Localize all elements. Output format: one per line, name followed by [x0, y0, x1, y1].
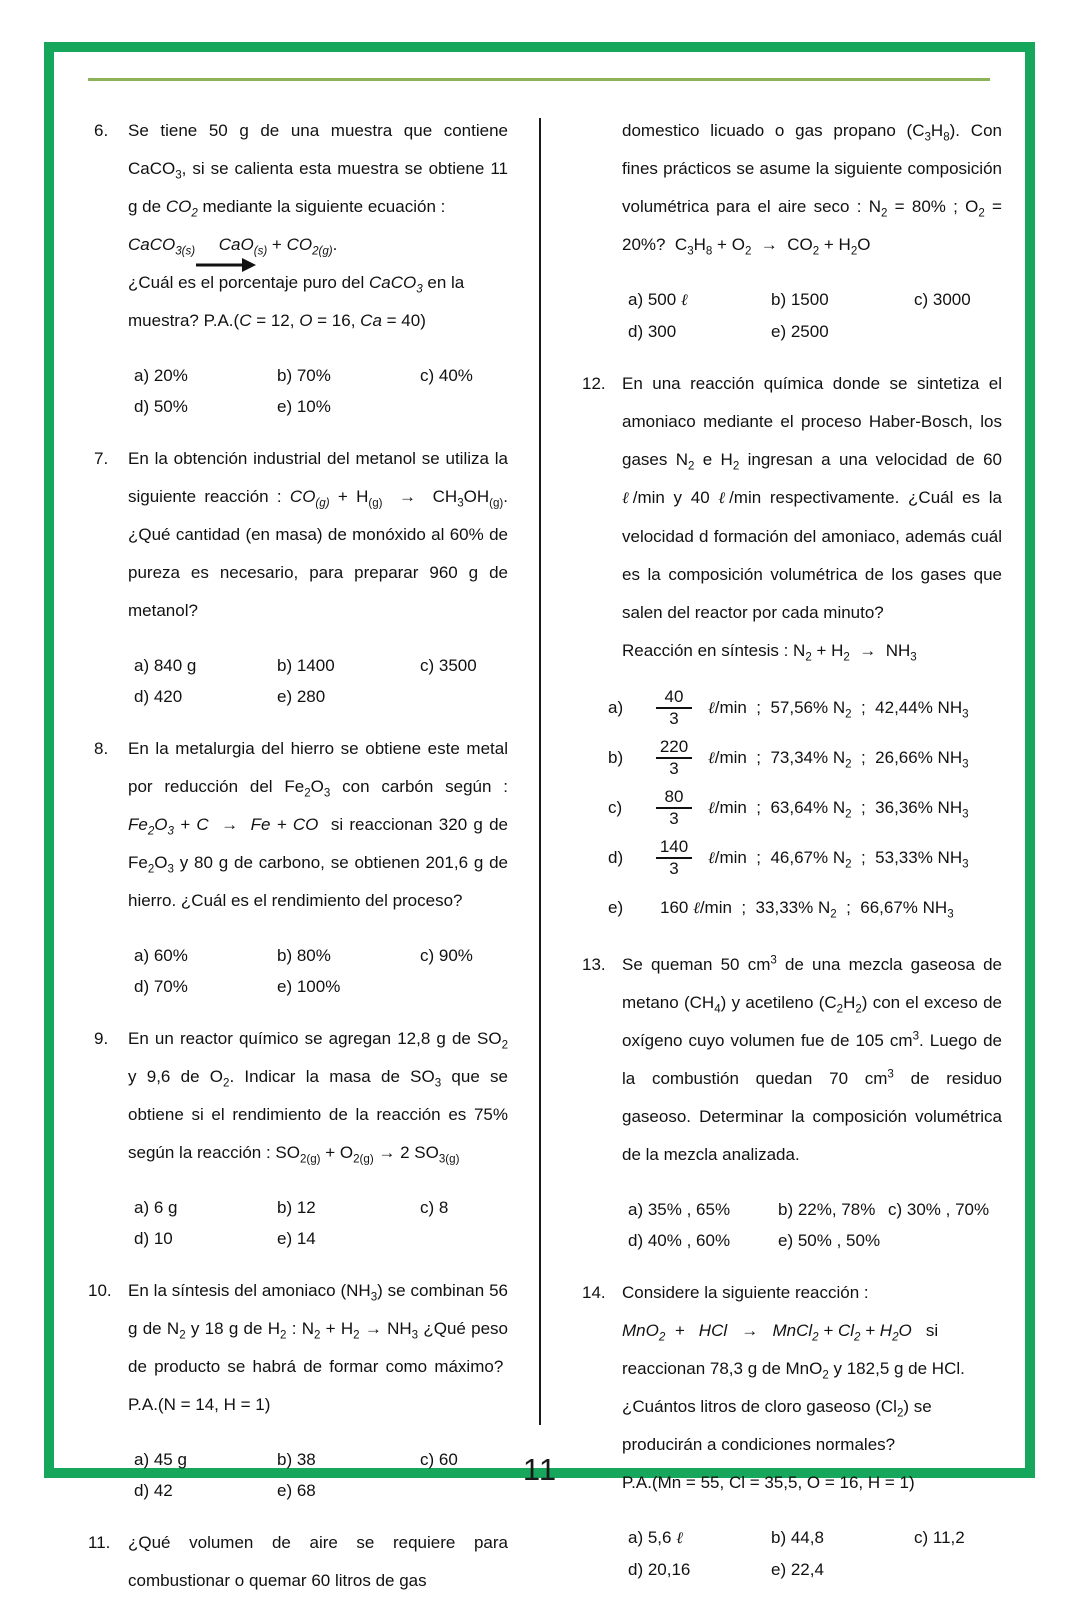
- answer-options: [628, 1194, 1002, 1256]
- question-number: 14.: [582, 1283, 606, 1302]
- option-label: e): [608, 898, 624, 917]
- fraction: [648, 838, 700, 878]
- answer-options-fractions: [608, 686, 1002, 930]
- answer-option[interactable]: b) 70%: [277, 366, 331, 385]
- answer-options: [134, 940, 508, 1002]
- question-block: [88, 440, 508, 712]
- answer-option[interactable]: b) 1500: [771, 290, 829, 309]
- question-text: [128, 730, 508, 920]
- question-row: [88, 112, 508, 340]
- answer-option[interactable]: e) 50% , 50%: [778, 1231, 881, 1250]
- answer-option[interactable]: c) 30% , 70%: [888, 1200, 990, 1219]
- answer-option[interactable]: a) 6 g: [134, 1198, 178, 1217]
- answer-option[interactable]: e) 2500: [771, 322, 829, 341]
- answer-option[interactable]: e) 100%: [277, 977, 341, 996]
- right-column: [582, 112, 1002, 1603]
- header-rule: [88, 78, 990, 81]
- answer-option[interactable]: c) 11,2: [914, 1528, 965, 1547]
- answer-option[interactable]: [608, 786, 1002, 830]
- option-row: [134, 681, 508, 712]
- answer-options: [134, 650, 508, 712]
- fraction-denominator: 3: [669, 759, 679, 778]
- answer-option[interactable]: b) 80%: [277, 946, 331, 965]
- fraction-denominator: 3: [669, 809, 679, 828]
- answer-option[interactable]: [608, 736, 1002, 780]
- fraction: [648, 688, 700, 728]
- question-number: 6.: [94, 121, 109, 140]
- answer-option[interactable]: d) 20,16: [628, 1560, 691, 1579]
- answer-option[interactable]: b) 12: [277, 1198, 316, 1217]
- option-row: [628, 1554, 1002, 1585]
- answer-option[interactable]: d) 70%: [134, 977, 188, 996]
- answer-options: [134, 360, 508, 422]
- left-column: [88, 112, 508, 1606]
- answer-option[interactable]: a) 20%: [134, 366, 188, 385]
- answer-option[interactable]: e) 68: [277, 1481, 316, 1500]
- fraction: [648, 788, 700, 828]
- question-text: [622, 112, 1002, 264]
- option-row: [134, 1192, 508, 1223]
- question-row: [582, 365, 1002, 670]
- question-line: ¿Cuál es el porcentaje puro del CaCO$_3$ en la muestra? P.A.(C = 12, O = 16, Ca = 40): [128, 273, 465, 330]
- answer-option[interactable]: c) 40%: [420, 366, 473, 385]
- answer-option[interactable]: a) 60%: [134, 946, 188, 965]
- answer-option[interactable]: a) 35% , 65%: [628, 1200, 731, 1219]
- answer-option[interactable]: d) 40% , 60%: [628, 1231, 731, 1250]
- option-row: [628, 1194, 1002, 1225]
- question-number: 7.: [94, 449, 109, 468]
- option-text: ℓ/min ; 63,64% $N_2$ ; 36,36% $NH_3$: [708, 798, 969, 821]
- option-label: c): [608, 798, 623, 817]
- question-block: [88, 1524, 508, 1600]
- answer-option[interactable]: a) 500 ℓ: [628, 290, 688, 309]
- fraction-numerator: 220: [659, 737, 689, 757]
- question-row: [582, 946, 1002, 1174]
- answer-option[interactable]: b) 38: [277, 1450, 316, 1469]
- answer-option[interactable]: d) 42: [134, 1481, 173, 1500]
- question-line: En una reacción química donde se sintetiza el amoniaco mediante el proceso Haber-Bosch, los gases $N_2$ e $H_2$ ingresan a una velocidad de 60 ℓ/min y 40 ℓ/min respectivamente. ¿Cuál es la velocidad d formación del amoniaco, además cuál es la composición volumétrica de los gases que salen del reactor por cada minuto?: [622, 374, 1002, 622]
- question-number: 9.: [94, 1029, 109, 1048]
- question-block: [88, 112, 508, 422]
- answer-option[interactable]: c) 60: [420, 1450, 458, 1469]
- answer-option[interactable]: a) 5,6 ℓ: [628, 1528, 683, 1547]
- option-row: [628, 1225, 1002, 1256]
- answer-option[interactable]: [608, 836, 1002, 880]
- fraction: [648, 738, 700, 778]
- question-row: [88, 1020, 508, 1172]
- question-line: P.A.(Mn = 55, Cl = 35,5, O = 16, H = 1): [622, 1473, 915, 1492]
- question-text: [622, 365, 1002, 670]
- question-row: [88, 440, 508, 630]
- question-line: Reacción en síntesis : $N_2 + H_2 \to NH_3$: [622, 641, 917, 664]
- question-number: 11.: [88, 1533, 111, 1552]
- question-block: [582, 946, 1002, 1256]
- question-text: [622, 946, 1002, 1174]
- question-number: 12.: [582, 374, 606, 393]
- option-row: [134, 391, 508, 422]
- fraction-numerator: 80: [664, 787, 684, 807]
- question-text: [128, 1524, 508, 1600]
- question-line: Se tiene 50 g de una muestra que contiene CaCO$_3$, si se calienta esta muestra se obtiene 11 g de $CO_2$ mediante la siguiente ecuación :: [128, 121, 508, 220]
- question-row: [88, 1524, 508, 1600]
- column-divider: [539, 118, 541, 1425]
- question-block: [88, 1020, 508, 1254]
- option-label: d): [608, 848, 624, 867]
- question-number: 10.: [88, 1281, 112, 1300]
- question-block: [582, 365, 1002, 930]
- answer-option[interactable]: d) 10: [134, 1229, 173, 1248]
- question-line: En la metalurgia del hierro se obtiene este metal por reducción del $Fe_2O_3$ con carbón según : $Fe_2O_3 + C \to Fe$ + CO si reaccionan 320 g de $Fe_2O_3$ y 80 g de carbono, se obtienen 201,6 g de hierro. ¿Cuál es el rendimiento del proceso?: [128, 739, 509, 910]
- question-line: ¿Qué volumen de aire se requiere para combustionar o quemar 60 litros de gas: [128, 1533, 508, 1590]
- option-label: a): [608, 698, 624, 717]
- answer-option[interactable]: c) 3500: [420, 656, 477, 675]
- option-text: ℓ/min ; 57,56% $N_2$ ; 42,44% $NH_3$: [708, 698, 969, 721]
- answer-option[interactable]: e) 14: [277, 1229, 316, 1248]
- option-label: b): [608, 748, 624, 767]
- handdrawn-arrow-annotation: [196, 256, 256, 274]
- question-block: [88, 730, 508, 1002]
- answer-option[interactable]: d) 300: [628, 322, 677, 341]
- option-text: 160 ℓ/min ; 33,33% $N_2$ ; 66,67% $NH_3$: [660, 898, 954, 921]
- fraction-denominator: 3: [669, 859, 679, 878]
- question-line: En la síntesis del amoniaco $(NH_3)$ se combinan 56 g de $N_2$ y 18 g de $H_2$ : $N_2 + H_2 \to NH_3$ ¿Qué peso de producto se habrá de formar como máximo? P.A.(N = 14, H = 1): [128, 1281, 509, 1414]
- question-block: [582, 1274, 1002, 1585]
- question-row: [582, 112, 1002, 264]
- option-row: [134, 971, 508, 1002]
- question-line: CaCO$_{3(s)}$ $CaO_{(s)} + CO_{2(g)}$.: [128, 235, 338, 258]
- answer-option[interactable]: [608, 886, 1002, 930]
- question-text: [128, 1272, 508, 1424]
- answer-options: [628, 284, 1002, 347]
- question-text: [128, 440, 508, 630]
- answer-option[interactable]: b) 1400: [277, 656, 335, 675]
- fraction-numerator: 140: [659, 837, 689, 857]
- option-text: ℓ/min ; 46,67% $N_2$ ; 53,33% $NH_3$: [708, 848, 969, 871]
- fraction-denominator: 3: [669, 709, 679, 728]
- option-row: [628, 316, 1002, 347]
- question-number: 8.: [94, 739, 109, 758]
- question-number: 13.: [582, 955, 606, 974]
- option-row: [628, 284, 1002, 316]
- question-line: En un reactor químico se agregan 12,8 g de $SO_2$ y 9,6 de $O_2$. Indicar la masa de $SO_3$ que se obtiene si el rendimiento de la reacción es 75% según la reacción : $SO_{2(g)} + O_{2(g)} \to 2$ $SO_{3(g)}$: [128, 1029, 508, 1166]
- answer-option[interactable]: e) 280: [277, 687, 326, 706]
- answer-option[interactable]: a) 45 g: [134, 1450, 187, 1469]
- answer-option[interactable]: e) 10%: [277, 397, 331, 416]
- option-row: [134, 360, 508, 391]
- answer-option[interactable]: c) 3000: [914, 290, 971, 309]
- answer-option[interactable]: d) 50%: [134, 397, 188, 416]
- question-line: MnO$_2$ + HCl → MnCl$_2$ + $Cl_2 + H_2O$ si reaccionan 78,3 g de MnO$_2$ y 182,5 g de HCl. ¿Cuántos litros de cloro gaseoso $(Cl_2)$ se producirán a condiciones normales?: [622, 1321, 965, 1454]
- question-text: [128, 1020, 508, 1172]
- fraction-numerator: 40: [664, 687, 684, 707]
- question-line: Se queman 50 $cm^3$ de una mezcla gaseosa de metano $(CH_4)$ y acetileno $(C_2H_2)$ con el exceso de oxígeno cuyo volumen fue de 105 $cm^3$. Luego de la combustión quedan 70 $cm^3$ de residuo gaseoso. Determinar la composición volumétrica de la mezcla analizada.: [622, 954, 1003, 1164]
- answer-option[interactable]: b) 22%, 78%: [778, 1200, 876, 1219]
- answer-option[interactable]: c) 90%: [420, 946, 473, 965]
- question-text: [128, 112, 508, 340]
- answer-option[interactable]: c) 8: [420, 1198, 449, 1217]
- option-row: [134, 940, 508, 971]
- answer-option[interactable]: d) 420: [134, 687, 183, 706]
- question-line: domestico licuado o gas propano $(C_3H_8)$. Con fines prácticos se asume la siguiente composición volumétrica para el aire seco : $N_2 = 80\%$ ; $O_2 = 20\%$? $C_3H_8 + O_2 \to CO_2 + H_2O$: [622, 121, 1002, 258]
- question-row: [88, 730, 508, 920]
- page-number: 11: [522, 1452, 558, 1487]
- question-line: En la obtención industrial del metanol se utiliza la siguiente reacción : $CO_{(g)} + H_{(g)} \to CH_3OH_{(g)}$. ¿Qué cantidad (en masa) de monóxido al 60% de pureza es necesario, para preparar 960 g de metanol?: [128, 449, 508, 620]
- answer-option[interactable]: [608, 686, 1002, 730]
- answer-option[interactable]: b) 44,8: [771, 1528, 824, 1547]
- answer-options: [628, 1522, 1002, 1585]
- question-continuation: [582, 112, 1002, 347]
- answer-options: [134, 1192, 508, 1254]
- answer-option[interactable]: a) 840 g: [134, 656, 197, 675]
- option-row: [134, 650, 508, 681]
- question-line: Considere la siguiente reacción :: [622, 1283, 869, 1302]
- option-text: ℓ/min ; 73,34% $N_2$ ; 26,66% $NH_3$: [708, 748, 969, 771]
- answer-option[interactable]: e) 22,4: [771, 1560, 824, 1579]
- question-row: [88, 1272, 508, 1424]
- option-row: [134, 1223, 508, 1254]
